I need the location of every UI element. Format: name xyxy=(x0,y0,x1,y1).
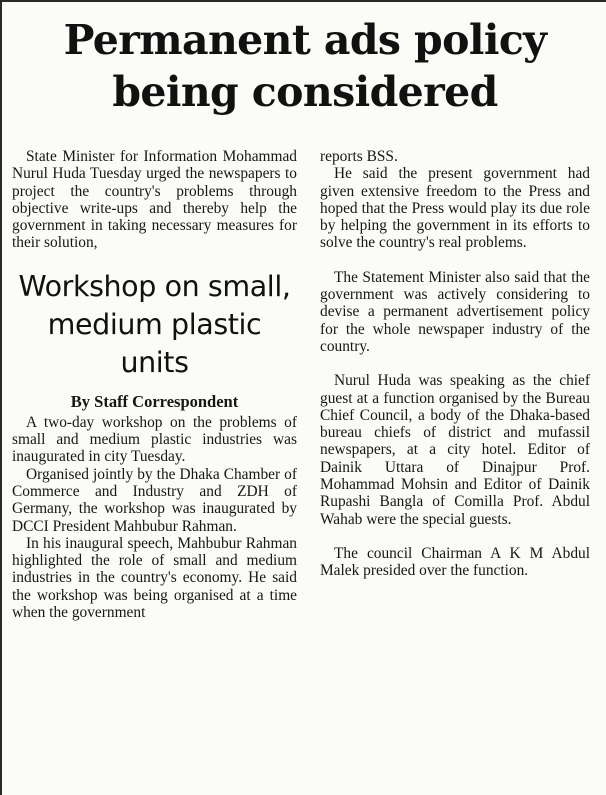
lead-paragraph: State Minister for Information Mohammad Nurul Huda Tuesday urged the newspapers to project the country's problems through objective write-ups and thereby help the government in taking necessary measures for their solution, xyxy=(12,148,297,252)
left-column xyxy=(12,148,297,621)
article-paragraph: Nurul Huda was speaking as the chief guest at a function organised by the Bureau Chief Council, a body of the Dhaka-based bureau chiefs of district and mufassil newspapers, at a city hotel. Editor of Dainik Uttara of Dinajpur Prof. Mohammad Mohsin and Editor of Dainik Rupashi Bangla of Comilla Prof. Abdul Wahab were the special guests. xyxy=(320,372,590,528)
article-paragraph: Organised jointly by the Dhaka Chamber of Commerce and Industry and ZDH of Germany, the workshop was inaugurated by DCCI President Mahbubur Rahman. xyxy=(12,465,297,535)
headline: Permanent ads policy being considered xyxy=(63,16,547,116)
article-paragraph: The council Chairman A K M Abdul Malek presided over the function. xyxy=(320,544,590,580)
article-paragraph: In his inaugural speech, Mahbubur Rahman highlighted the role of small and medium industries in the country's economy. He said the workshop was being organised at a time when the government xyxy=(12,534,297,622)
article-paragraph: The Statement Minister also said that the government was actively considering to devise a permanent advertisement policy for the whole newspaper industry of the country. xyxy=(320,268,590,355)
article-paragraph: reports BSS. xyxy=(320,148,398,165)
right-column xyxy=(320,148,590,580)
article-paragraph: He said the present government had given extensive freedom to the Press and hoped that the Press would play its due role by helping the government in its efforts to solve the country's real problems. xyxy=(320,165,590,252)
byline: By Staff Correspondent xyxy=(70,391,239,411)
subheadline: Workshop on small, medium plastic units xyxy=(18,269,291,379)
article-paragraph: A two-day workshop on the problems of small and medium plastic industries was inaugurated in city Tuesday. xyxy=(12,413,297,466)
